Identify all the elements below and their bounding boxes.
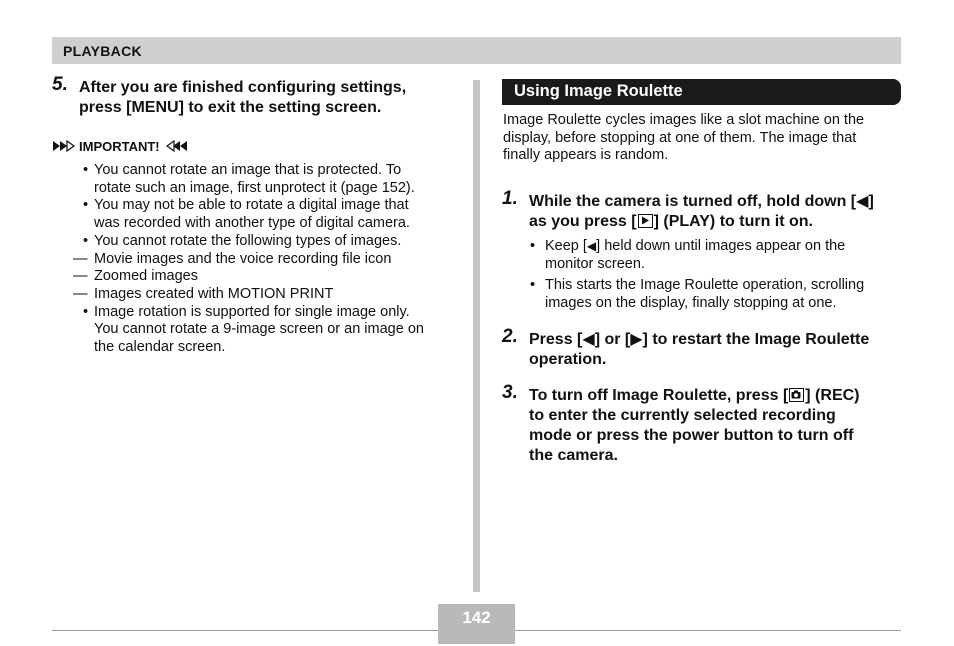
step-3-line-4: the camera. <box>529 447 618 464</box>
note-line: Image rotation is supported for single image only. <box>94 303 410 320</box>
bullet-icon: • <box>83 197 89 214</box>
step-1-text: ] (PLAY) to turn it on. <box>653 213 813 230</box>
step-3-text: ] (REC) <box>805 387 860 404</box>
note-item <box>530 277 895 312</box>
important-heading <box>53 138 188 154</box>
bullet-icon: • <box>530 238 536 254</box>
note-item <box>530 238 895 273</box>
note-line: was recorded with another type of digital camera. <box>94 215 410 232</box>
step-1-text: While the camera is turned off, hold down [ <box>529 193 857 210</box>
step-2-number: 2. <box>502 326 518 347</box>
note-line: images on the display, finally stopping at one. <box>545 295 837 312</box>
step-2-text: Press [ <box>529 331 583 348</box>
step-2-line-2: operation. <box>529 351 607 368</box>
left-arrow-icon: ◀ <box>586 239 597 253</box>
note-line: You may not be able to rotate a digital image that <box>94 197 409 214</box>
note-item <box>83 162 454 197</box>
step-1-line-1 <box>529 192 899 212</box>
step-5-number: 5. <box>52 74 68 95</box>
note-item <box>83 303 454 357</box>
left-arrow-icon: ◀ <box>856 193 869 210</box>
section-title-bar <box>502 79 901 105</box>
step-3-line-2: to enter the currently selected recording <box>529 407 836 424</box>
note-line: Movie images and the voice recording file icon <box>94 250 392 267</box>
important-arrows-left-icon <box>166 140 188 152</box>
page-number-tab <box>438 630 515 644</box>
step-1-line-2 <box>529 212 899 232</box>
step-5 <box>52 74 459 118</box>
bullet-icon: • <box>83 232 89 249</box>
step-1-text: as you press [ <box>529 213 637 230</box>
intro-line: Image Roulette cycles images like a slot machine on the <box>503 112 865 128</box>
note-subitem <box>73 285 454 304</box>
step-3-line-3: mode or press the power button to turn off <box>529 427 854 444</box>
note-line: the calendar screen. <box>94 339 226 356</box>
note-item <box>83 232 454 251</box>
note-item <box>83 197 454 232</box>
step-1-notes <box>530 238 895 313</box>
bullet-icon: • <box>83 162 89 178</box>
note-line: This starts the Image Roulette operation, scrolling <box>545 277 865 294</box>
play-button-icon <box>638 214 653 228</box>
step-3-number: 3. <box>502 382 518 403</box>
note-line: rotate such an image, first unprotect it (page 152). <box>94 179 415 196</box>
step-2-text: ] or [ <box>594 331 631 348</box>
step-5-line-1: After you are finished configuring settings, <box>79 79 407 96</box>
dash-icon: — <box>73 285 88 302</box>
important-arrows-right-icon <box>53 140 75 152</box>
note-text: ] held down until images appear on the <box>596 238 846 254</box>
step-2-line-1 <box>529 330 899 350</box>
dash-icon: — <box>73 268 88 285</box>
section-header-label: PLAYBACK <box>63 43 142 59</box>
important-notes-list <box>73 162 454 357</box>
note-line <box>545 238 895 256</box>
intro-line: finally appears is random. <box>503 147 669 164</box>
step-1-text: ] <box>868 193 874 210</box>
camera-icon <box>789 388 804 402</box>
page-number: 142 <box>438 604 515 630</box>
right-arrow-icon: ▶ <box>630 331 643 348</box>
step-1-number: 1. <box>502 188 518 209</box>
intro-paragraph <box>503 112 898 165</box>
left-arrow-icon: ◀ <box>582 331 595 348</box>
intro-line: display, before stopping at one of them. The image that <box>503 129 857 146</box>
note-line: monitor screen. <box>545 255 645 272</box>
step-2 <box>502 326 899 370</box>
step-2-text: ] to restart the Image Roulette <box>642 331 870 348</box>
section-title: Using Image Roulette <box>514 82 683 100</box>
step-3 <box>502 382 899 466</box>
note-text: Keep [ <box>545 238 587 254</box>
note-subitem <box>73 268 454 286</box>
dash-icon: — <box>73 250 88 267</box>
bullet-icon: • <box>83 303 89 320</box>
note-line: You cannot rotate the following types of images. <box>94 232 402 249</box>
bullet-icon: • <box>530 277 536 294</box>
step-3-line-1 <box>529 386 899 406</box>
note-subitem <box>73 250 454 269</box>
section-header-bar <box>52 37 901 64</box>
step-5-line-2: press [MENU] to exit the setting screen. <box>79 99 382 116</box>
step-1 <box>502 188 899 232</box>
note-line: Images created with MOTION PRINT <box>94 285 334 302</box>
note-line: You cannot rotate an image that is protected. To <box>94 162 402 178</box>
step-3-text: To turn off Image Roulette, press [ <box>529 387 789 404</box>
column-divider <box>473 80 480 592</box>
note-line: Zoomed images <box>94 268 198 285</box>
note-line: You cannot rotate a 9-image screen or an image on <box>94 321 424 338</box>
important-label: IMPORTANT! <box>79 138 160 154</box>
